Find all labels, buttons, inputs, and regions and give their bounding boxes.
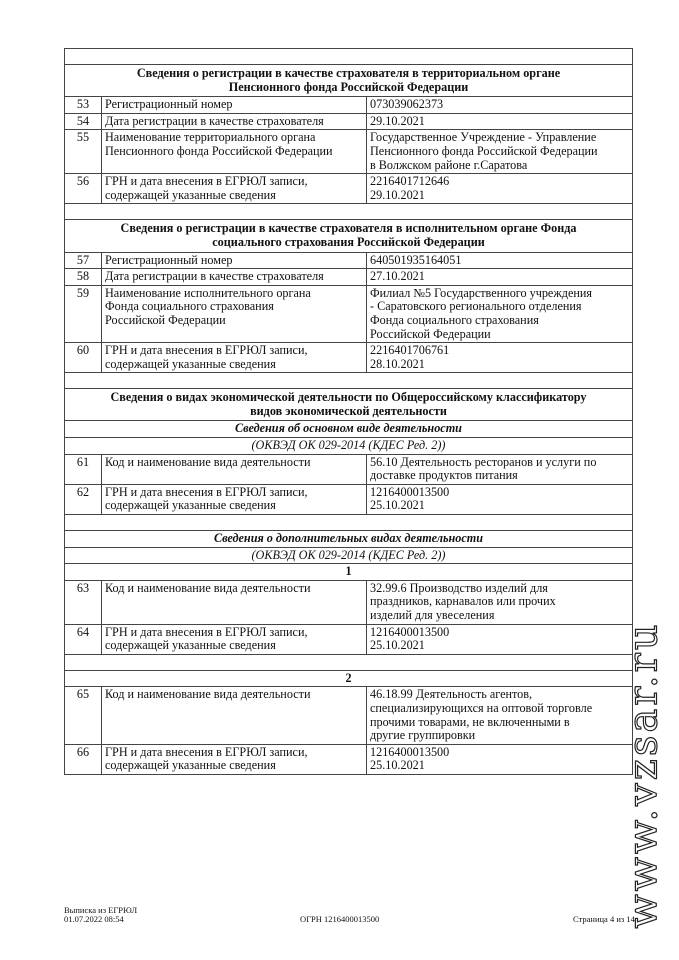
row-number: 53 xyxy=(65,97,102,114)
field-value-line: 1216400013500 xyxy=(370,624,450,639)
okved-main-title-cell: Сведения об основном виде деятельности xyxy=(65,421,633,438)
field-label xyxy=(102,97,367,114)
okved-section-header xyxy=(65,389,633,421)
watermark-text: www.vzsar.ru xyxy=(621,621,667,929)
row-number: 65 xyxy=(65,687,102,744)
field-label-line: ГРН и дата внесения в ЕГРЮЛ записи, xyxy=(105,343,308,358)
table-row xyxy=(65,343,633,373)
field-label-line: Регистрационный номер xyxy=(105,252,233,267)
additional-activity-index xyxy=(65,670,633,687)
okved-classifier-additional-cell: (ОКВЭД ОК 029-2014 (КДЕС Ред. 2)) xyxy=(65,547,633,564)
empty-row xyxy=(65,204,633,220)
section-header xyxy=(65,65,633,97)
row-number: 66 xyxy=(65,744,102,774)
field-value xyxy=(367,252,633,269)
empty-separator-cell xyxy=(65,373,633,389)
row-number: 57 xyxy=(65,252,102,269)
egrul-extract-page xyxy=(64,48,632,775)
field-label xyxy=(102,687,367,744)
field-label-line: Наименование исполнительного органа xyxy=(105,285,311,300)
empty-row xyxy=(65,654,633,670)
field-value-line: прочими товарами, не включенными в xyxy=(370,714,570,729)
field-label xyxy=(102,130,367,174)
row-number: 64 xyxy=(65,624,102,654)
okved-main-title xyxy=(65,421,633,438)
field-label-line: ГРН и дата внесения в ЕГРЮЛ записи, xyxy=(105,744,308,759)
field-label-line: Код и наименование вида деятельности xyxy=(105,687,311,702)
field-label-line: ГРН и дата внесения в ЕГРЮЛ записи, xyxy=(105,484,308,499)
okved-additional-title-cell: Сведения о дополнительных видах деятельности xyxy=(65,531,633,548)
okved-classifier-main xyxy=(65,438,633,455)
field-value-line: 28.10.2021 xyxy=(370,356,425,371)
table-row xyxy=(65,687,633,744)
field-label xyxy=(102,252,367,269)
empty-separator-cell xyxy=(65,204,633,220)
empty-row xyxy=(65,373,633,389)
field-value-line: 29.10.2021 xyxy=(370,113,425,128)
field-label xyxy=(102,113,367,130)
table-row xyxy=(65,285,633,342)
field-label xyxy=(102,744,367,774)
field-value-line: 1216400013500 xyxy=(370,744,450,759)
field-label xyxy=(102,624,367,654)
okved-section-header-line: Сведения о видах экономической деятельности по Общероссийскому классификатору xyxy=(110,390,587,405)
footer-page-number: Страница 4 из 14 xyxy=(573,914,635,924)
field-value xyxy=(367,113,633,130)
field-label-line: Фонда социального страхования xyxy=(105,299,274,314)
field-value-line: в Волжском районе г.Саратова xyxy=(370,157,528,172)
field-value-line: доставке продуктов питания xyxy=(370,468,518,483)
table-row xyxy=(65,113,633,130)
field-label-line: Код и наименование вида деятельности xyxy=(105,454,311,469)
table-row xyxy=(65,269,633,286)
field-label xyxy=(102,454,367,484)
row-number: 63 xyxy=(65,580,102,624)
watermark xyxy=(619,600,669,950)
field-label-line: Код и наименование вида деятельности xyxy=(105,580,311,595)
footer-doc-name: Выписка из ЕГРЮЛ xyxy=(64,905,138,915)
egrul-table-body xyxy=(65,49,633,775)
field-value-line: 25.10.2021 xyxy=(370,498,425,513)
table-row xyxy=(65,454,633,484)
empty-row xyxy=(65,49,633,65)
additional-activity-index xyxy=(65,564,633,581)
okved-classifier-main-cell: (ОКВЭД ОК 029-2014 (КДЕС Ред. 2)) xyxy=(65,438,633,455)
field-label xyxy=(102,174,367,204)
section-header-line: Сведения о регистрации в качестве страхователя в территориальном органе xyxy=(136,66,561,80)
field-label-line: Дата регистрации в качестве страхователя xyxy=(105,113,324,128)
field-value-line: 56.10 Деятельность ресторанов и услуги по xyxy=(370,454,597,469)
field-value xyxy=(367,484,633,514)
table-row xyxy=(65,484,633,514)
empty-row xyxy=(65,515,633,531)
row-number: 59 xyxy=(65,285,102,342)
empty-separator-cell xyxy=(65,49,633,65)
okved-additional-title xyxy=(65,531,633,548)
field-label-line: содержащей указанные сведения xyxy=(105,498,276,513)
field-value-line: Российской Федерации xyxy=(370,326,491,341)
field-value-line: 2216401712646 xyxy=(370,174,450,189)
field-value xyxy=(367,580,633,624)
field-value-line: 25.10.2021 xyxy=(370,758,425,773)
field-label-line: Пенсионного фонда Российской Федерации xyxy=(105,143,333,158)
footer-datetime: 01.07.2022 08:54 xyxy=(64,914,124,924)
field-label xyxy=(102,269,367,286)
section-header-line: Пенсионного фонда Российской Федерации xyxy=(228,79,469,94)
field-value-line: Пенсионного фонда Российской Федерации xyxy=(370,143,598,158)
field-value xyxy=(367,130,633,174)
okved-section-header-cell xyxy=(65,389,633,421)
section-header-cell xyxy=(65,65,633,97)
okved-classifier-additional xyxy=(65,547,633,564)
table-row xyxy=(65,97,633,114)
row-number: 54 xyxy=(65,113,102,130)
additional-activity-index-cell: 1 xyxy=(65,564,633,581)
field-value-line: другие группировки xyxy=(370,728,476,743)
table-row xyxy=(65,624,633,654)
field-label-line: содержащей указанные сведения xyxy=(105,758,276,773)
field-label-line: Дата регистрации в качестве страхователя xyxy=(105,269,324,284)
row-number: 58 xyxy=(65,269,102,286)
field-label-line: Российской Федерации xyxy=(105,312,226,327)
empty-separator-cell xyxy=(65,515,633,531)
field-value xyxy=(367,174,633,204)
field-value xyxy=(367,285,633,342)
field-value xyxy=(367,744,633,774)
field-value xyxy=(367,269,633,286)
field-value-line: 25.10.2021 xyxy=(370,638,425,653)
field-label-line: Регистрационный номер xyxy=(105,97,233,112)
field-label xyxy=(102,343,367,373)
field-value-line: 2216401706761 xyxy=(370,343,450,358)
field-label xyxy=(102,285,367,342)
field-label-line: Наименование территориального органа xyxy=(105,130,316,145)
additional-activity-index-cell: 2 xyxy=(65,670,633,687)
field-label-line: ГРН и дата внесения в ЕГРЮЛ записи, xyxy=(105,624,308,639)
field-value-line: 640501935164051 xyxy=(370,252,462,267)
table-row xyxy=(65,174,633,204)
field-value-line: изделий для увеселения xyxy=(370,608,495,622)
row-number: 60 xyxy=(65,343,102,373)
row-number: 55 xyxy=(65,130,102,174)
footer-left xyxy=(64,906,137,924)
field-value xyxy=(367,454,633,484)
field-value xyxy=(367,97,633,114)
field-value xyxy=(367,687,633,744)
field-value-line: 29.10.2021 xyxy=(370,187,425,202)
field-label xyxy=(102,580,367,624)
table-row xyxy=(65,130,633,174)
row-number: 61 xyxy=(65,454,102,484)
field-value-line: - Саратовского регионального отделения xyxy=(370,299,582,314)
field-value-line: Государственное Учреждение - Управление xyxy=(370,130,597,145)
table-row xyxy=(65,252,633,269)
field-value-line: 46.18.99 Деятельность агентов, xyxy=(370,687,533,702)
section-header-cell xyxy=(65,220,633,252)
field-label-line: содержащей указанные сведения xyxy=(105,356,276,371)
field-value-line: Филиал №5 Государственного учреждения xyxy=(370,285,593,300)
field-label-line: ГРН и дата внесения в ЕГРЮЛ записи, xyxy=(105,174,308,189)
field-value xyxy=(367,624,633,654)
section-header-line: социального страхования Российской Федерации xyxy=(212,234,485,249)
okved-section-header-line: видов экономической деятельности xyxy=(250,403,447,418)
field-value xyxy=(367,343,633,373)
field-value-line: 27.10.2021 xyxy=(370,269,425,284)
field-value-line: Фонда социального страхования xyxy=(370,312,539,327)
egrul-table xyxy=(64,48,633,775)
section-header xyxy=(65,220,633,252)
row-number: 62 xyxy=(65,484,102,514)
field-label xyxy=(102,484,367,514)
table-row xyxy=(65,580,633,624)
field-value-line: 32.99.6 Производство изделий для xyxy=(370,580,548,595)
field-value-line: 1216400013500 xyxy=(370,484,450,499)
field-value-line: праздников, карнавалов или прочих xyxy=(370,594,556,609)
section-header-line: Сведения о регистрации в качестве страхователя в исполнительном органе Фонда xyxy=(120,221,577,236)
table-row xyxy=(65,744,633,774)
field-value-line: специализирующихся на оптовой торговле xyxy=(370,700,593,715)
field-label-line: содержащей указанные сведения xyxy=(105,187,276,202)
footer-ogrn: ОГРН 1216400013500 xyxy=(300,914,380,924)
row-number: 56 xyxy=(65,174,102,204)
field-value-line: 073039062373 xyxy=(370,97,444,112)
empty-separator-cell xyxy=(65,654,633,670)
field-label-line: содержащей указанные сведения xyxy=(105,638,276,653)
